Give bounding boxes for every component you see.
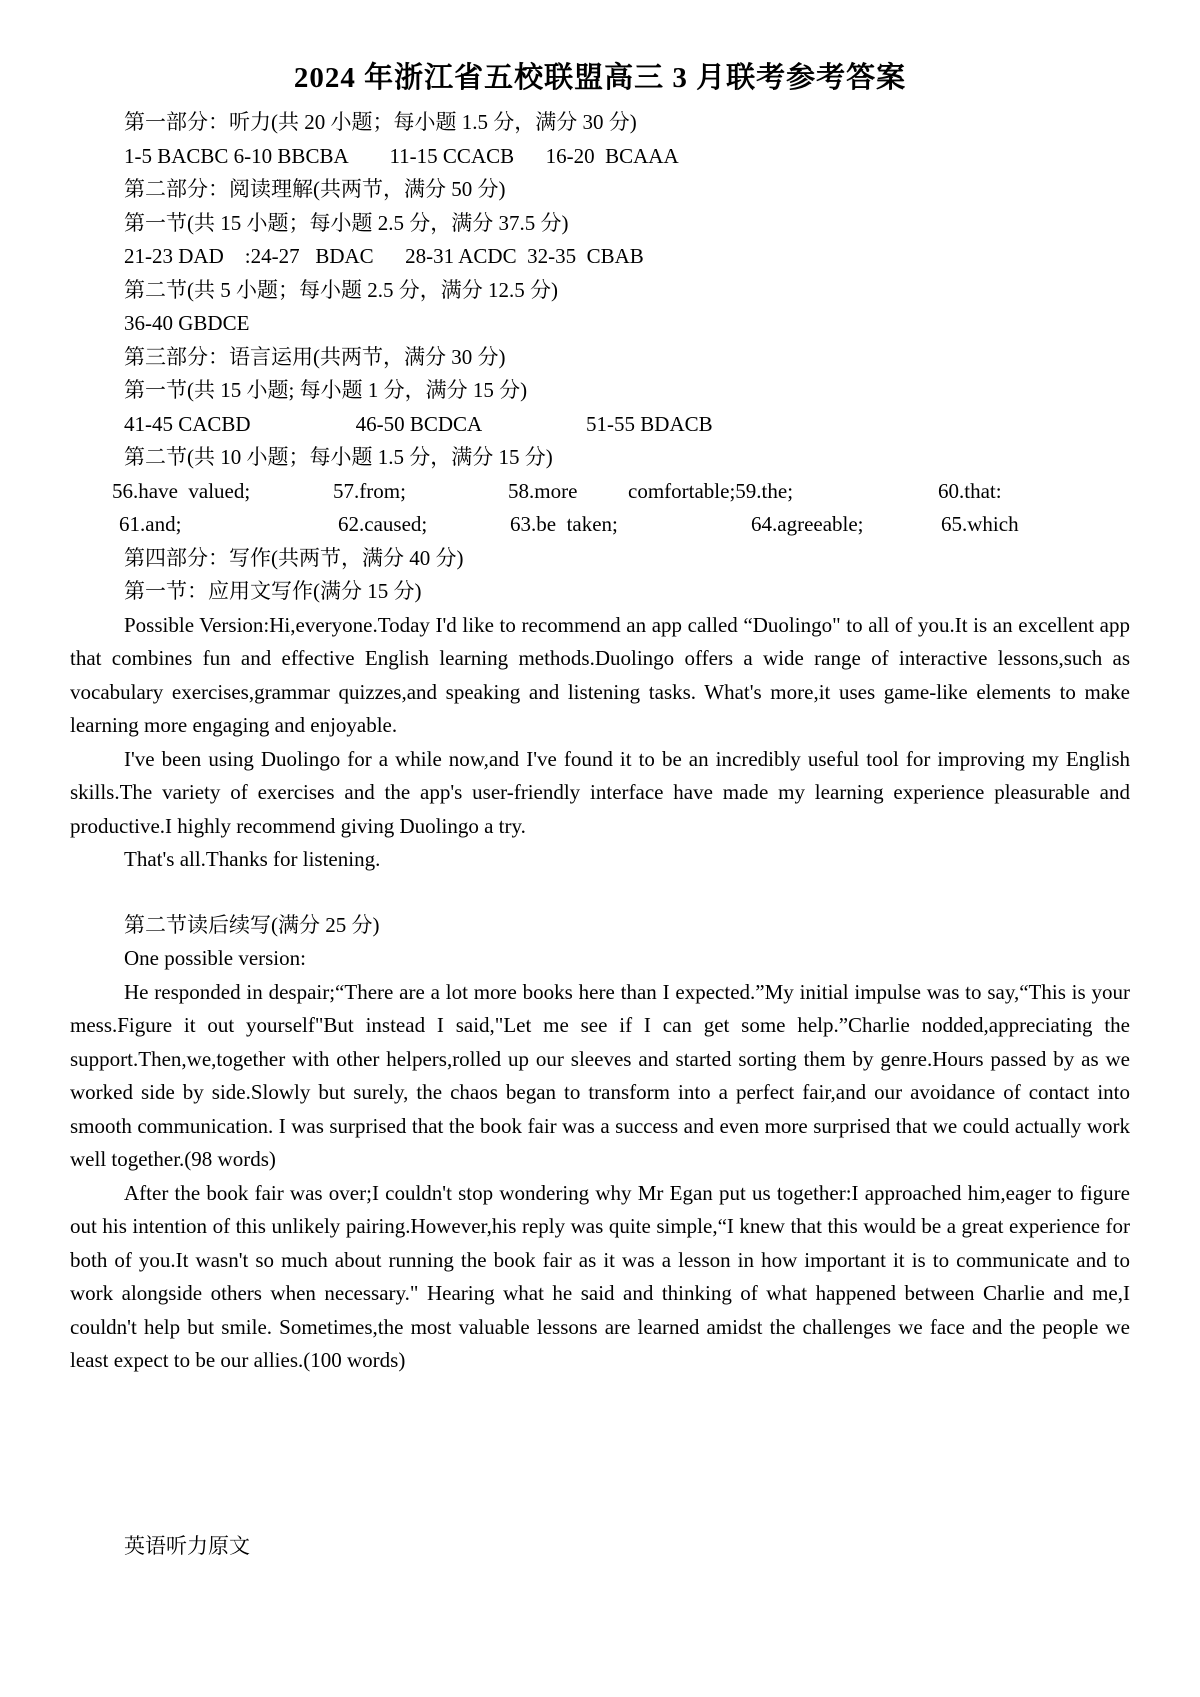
continuation-writing-header: 第二节读后续写(满分 25 分) (124, 912, 380, 937)
listening-script-label: 英语听力原文 (124, 1533, 250, 1558)
part1-listening-header: 第一部分：听力(共 20 小题；每小题 1.5 分，满分 30 分) (124, 110, 637, 134)
answer-65: 65.which (941, 512, 1019, 536)
answer-63: 63.be taken; (510, 512, 618, 536)
part2-reading-header: 第二部分：阅读理解(共两节，满分 50 分) (124, 177, 506, 201)
applied-writing-header: 第一节：应用文写作(满分 15 分) (124, 579, 422, 603)
reading-section1-header: 第一节(共 15 小题；每小题 2.5 分，满分 37.5 分) (124, 210, 569, 235)
reading-section2-header: 第二节(共 5 小题；每小题 2.5 分，满分 12.5 分) (124, 277, 558, 302)
grammar-fill-answers-row2 (70, 508, 1130, 542)
reading-answers-36-40: 36-40 GBDCE (124, 311, 250, 335)
answer-56: 56.have valued; (112, 478, 251, 503)
applied-writing-paragraph-1: Possible Version:Hi,everyone.Today I'd like to recommend an app called “Duolingo" to all of you.It is an excellent app that combines fun and effective English learning methods.Duolingo offers a wide range of interactive lessons,such as vocabulary exercises,grammar quizzes,and speaking and listening tasks. What's more,it uses game-like elements to make learning more engaging and enjoyable. (70, 612, 1130, 737)
answer-64: 64.agreeable; (751, 512, 864, 536)
language-section2-header: 第二节(共 10 小题；每小题 1.5 分，满分 15 分) (124, 445, 553, 469)
cloze-answers-41-55: 41-45 CACBD 46-50 BCDCA 51-55 BDACB (124, 411, 713, 436)
part3-language-use-header: 第三部分：语言运用(共两节，满分 30 分) (124, 344, 506, 369)
answer-57: 57.from; (333, 478, 406, 503)
part4-writing-header: 第四部分：写作(共两节，满分 40 分) (124, 545, 464, 570)
grammar-fill-answers-row1 (70, 475, 1130, 509)
answer-61: 61.and; (119, 512, 182, 536)
continuation-paragraph-2: After the book fair was over;I couldn't stop wondering why Mr Egan put us together:I approached him,eager to figure out his intention of this unlikely pairing.However,his reply was quite simple,“I knew that this would be a great experience for both of you.It wasn't so much about running the book fair as it was a lesson in how important it is to communicate and to work alongside others when necessary." Hearing what he said and thinking of what happened between Charlie and me,I couldn't help but smile. Sometimes,the most valuable lessons are learned amidst the challenges we face and the people we least expect to be our allies.(100 words) (70, 1180, 1130, 1372)
continuation-intro: One possible version: (124, 946, 306, 970)
applied-writing-paragraph-3: That's all.Thanks for listening. (124, 847, 381, 871)
answer-58b-59: comfortable;59.the; (628, 478, 794, 503)
answer-60: 60.that: (938, 478, 1002, 503)
continuation-paragraph-1: He responded in despair;“There are a lot more books here than I expected.”My initial impulse was to say,“This is your mess.Figure it out yourself"But instead I said,"Let me see if I can get some help.”Charlie nodded,appreciating the support.Then,we,together with other helpers,rolled up our sleeves and started sorting them by genre.Hours passed by as we worked side by side.Slowly but surely, the chaos began to transform into a perfect fair,and our avoidance of contact into smooth communication. I was surprised that the book fair was a success and even more surprised that we could actually work well together.(98 words) (70, 979, 1130, 1171)
page-title: 2024 年浙江省五校联盟高三 3 月联考参考答案 (293, 62, 907, 94)
applied-writing-paragraph-2: I've been using Duolingo for a while now,and I've found it to be an incredibly useful tool for improving my English skills.The variety of exercises and the app's user-friendly interface have made my learning experience pleasurable and productive.I highly recommend giving Duolingo a try. (70, 746, 1130, 838)
section-gap-spacer (70, 1378, 1130, 1530)
answer-62: 62.caused; (338, 512, 428, 536)
reading-answers-21-35: 21-23 DAD :24-27 BDAC 28-31 ACDC 32-35 CBAB (124, 244, 644, 268)
language-section1-header: 第一节(共 15 小题; 每小题 1 分，满分 15 分) (124, 378, 528, 402)
answer-58: 58.more (508, 478, 578, 503)
blank-line-spacer (70, 877, 1130, 909)
listening-answers-1-20: 1-5 BACBC 6-10 BBCBA 11-15 CCACB 16-20 BCAAA (124, 143, 679, 168)
